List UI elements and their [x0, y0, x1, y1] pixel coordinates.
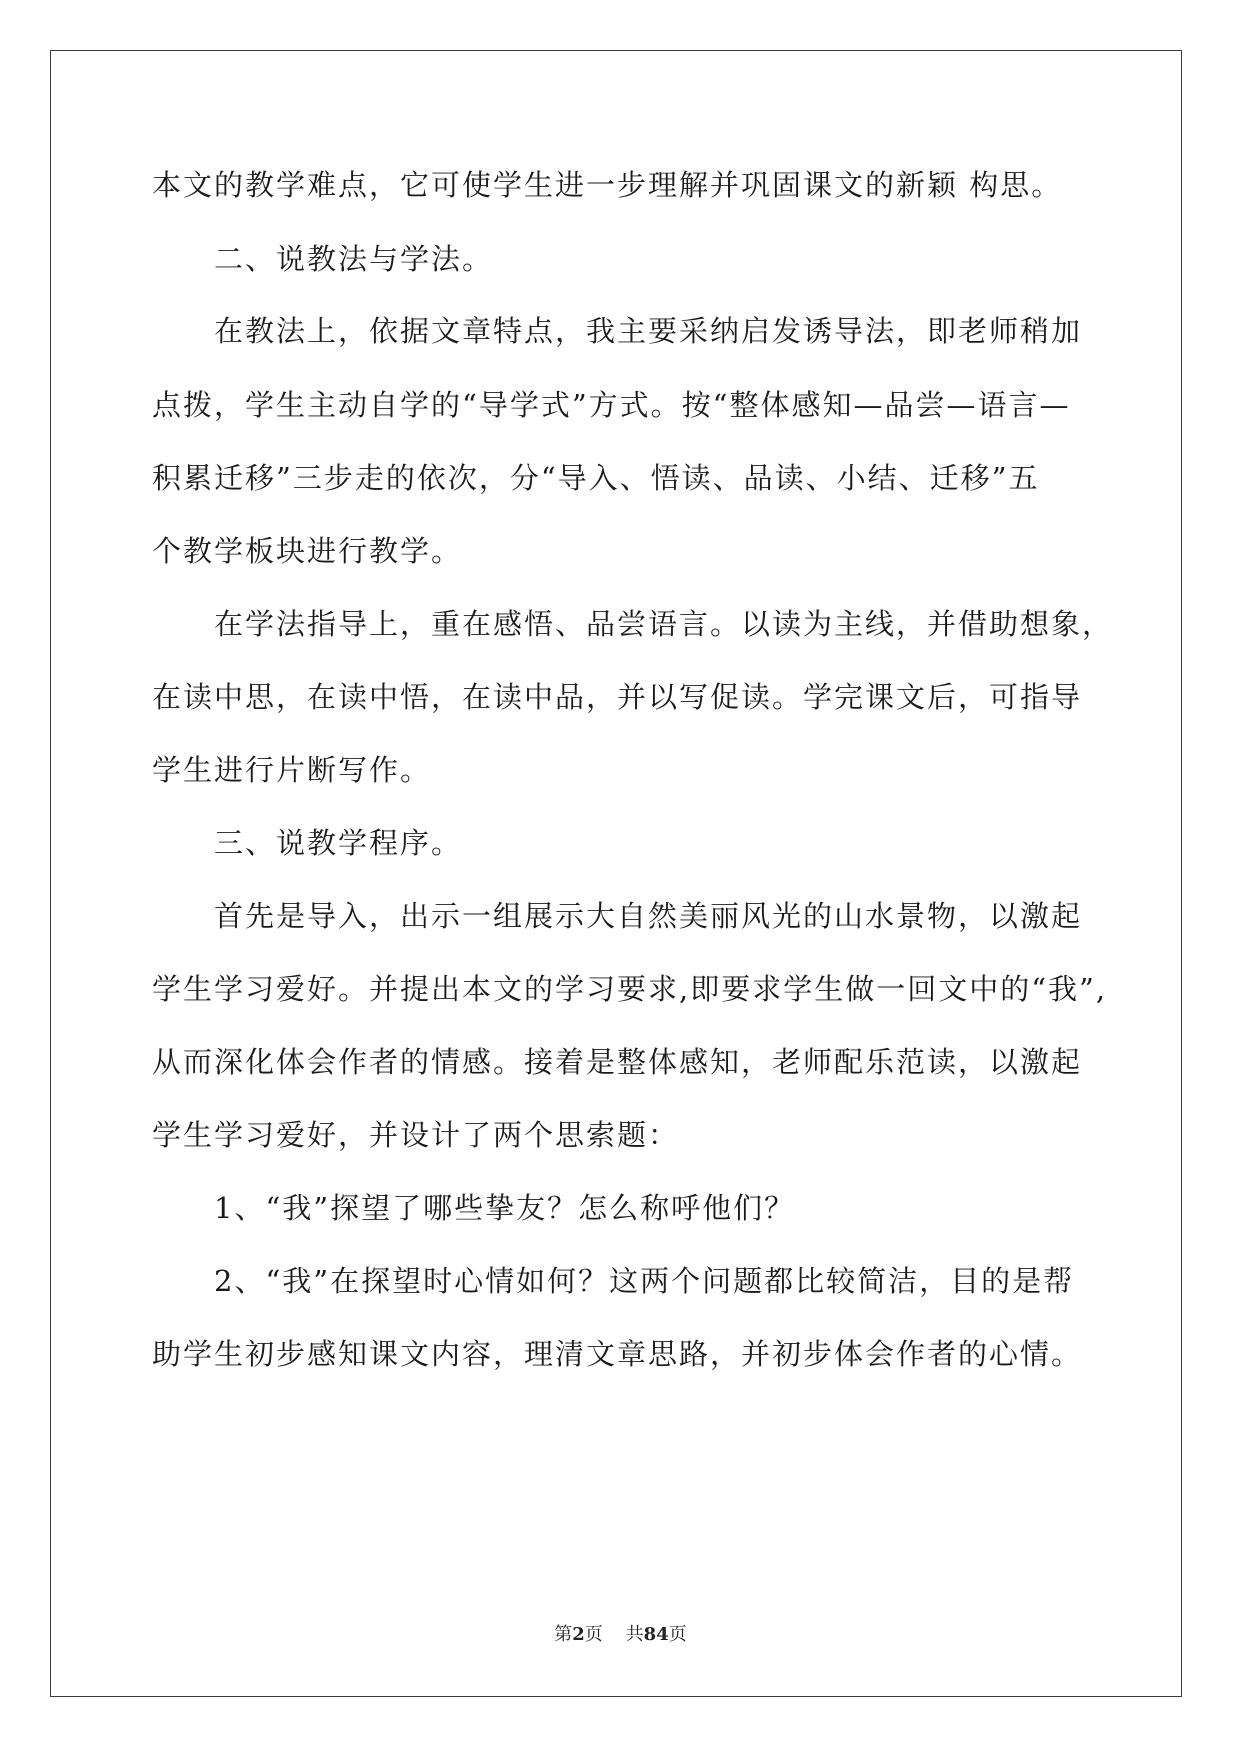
total-suffix: 页	[668, 1624, 687, 1645]
page-footer	[0, 1620, 1241, 1646]
text-line: 2、“我”在探望时心情如何？这两个问题都比较简洁，目的是帮	[152, 1264, 1075, 1298]
text-line: 学生学习爱好。并提出本文的学习要求,即要求学生做一回文中的“我”,	[152, 972, 1108, 1006]
text-line: 在教法上，依据文章特点，我主要采纳启发诱导法，即老师稍加	[152, 314, 1083, 348]
text-line: 积累迁移”三步走的依次，分“导入、悟读、品读、小结、迁移”五	[152, 461, 1040, 495]
page-suffix: 页	[584, 1624, 603, 1645]
text-line: 学生进行片断写作。	[152, 753, 432, 787]
text-line: 二、说教法与学法。	[152, 242, 494, 276]
text-line: 点拨，学生主动自学的“导学式”方式。按“整体感知—品尝—语言—	[152, 388, 1071, 422]
text-line: 在读中思，在读中悟，在读中品，并以写促读。学完课文后，可指导	[152, 680, 1083, 714]
text-line: 助学生初步感知课文内容，理清文章思路，并初步体会作者的心情。	[152, 1337, 1083, 1371]
total-prefix: 共	[625, 1624, 644, 1645]
total-pages: 84	[643, 1624, 669, 1645]
text-line: 从而深化体会作者的情感。接着是整体感知，老师配乐范读，以激起	[152, 1045, 1083, 1079]
page-prefix: 第	[554, 1624, 573, 1645]
text-line: 在学法指导上，重在感悟、品尝语言。以读为主线，并借助想象，	[152, 607, 1114, 641]
page-border	[50, 50, 1182, 1697]
text-line: 1、“我”探望了哪些挚友？怎么称呼他们？	[152, 1191, 796, 1225]
text-line: 本文的教学难点，它可使学生进一步理解并巩固课文的新颖 构思。	[152, 168, 1063, 202]
text-line: 个教学板块进行教学。	[152, 534, 463, 568]
page-number: 2	[572, 1624, 585, 1645]
text-line: 首先是导入，出示一组展示大自然美丽风光的山水景物，以激起	[152, 899, 1083, 933]
text-line: 学生学习爱好，并设计了两个思索题：	[152, 1118, 680, 1152]
text-line: 三、说教学程序。	[152, 826, 463, 860]
